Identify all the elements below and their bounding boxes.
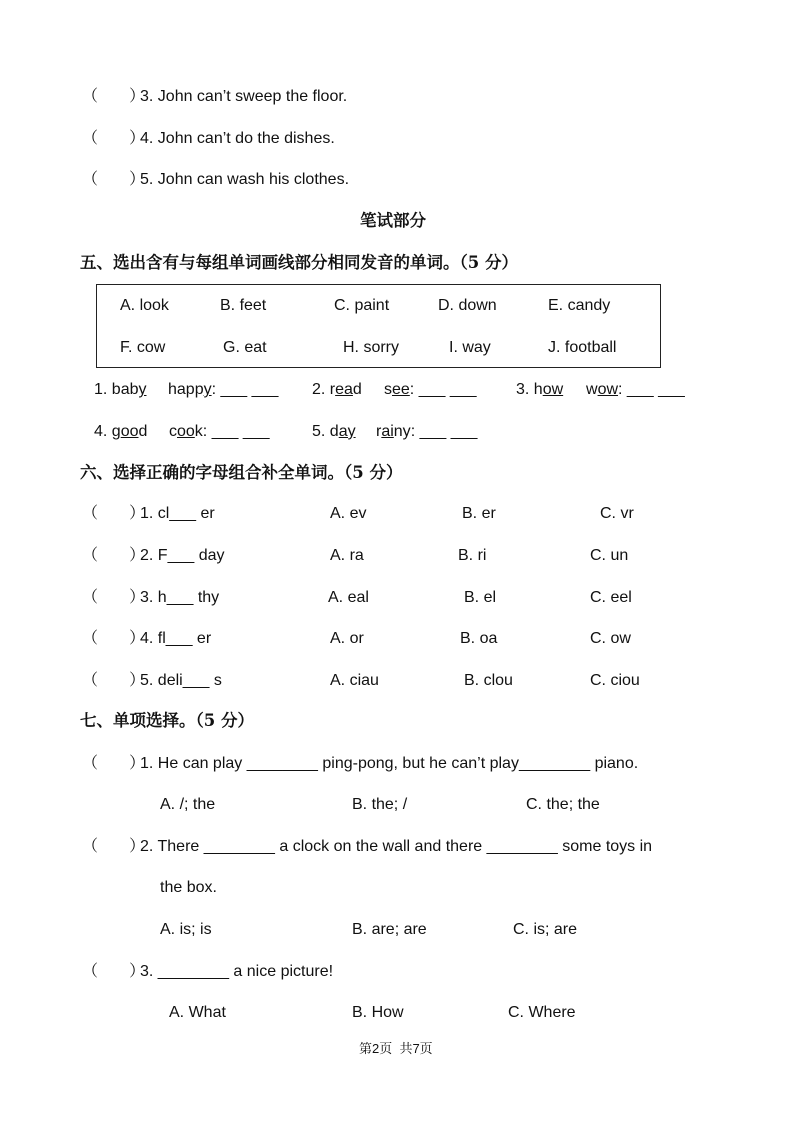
option-c: C. Where — [508, 1004, 576, 1021]
answer-paren[interactable]: （ ） — [82, 171, 146, 188]
option-b: B. ri — [458, 547, 487, 564]
answer-paren[interactable]: （ ） — [82, 589, 146, 606]
answer-paren[interactable]: （ ） — [82, 755, 146, 772]
question-text: 3. ________ a nice picture! — [140, 963, 334, 980]
answer-paren[interactable]: （ ） — [82, 963, 146, 980]
item-text: 4. John can’t do the dishes. — [140, 130, 335, 147]
box-word: B. feet — [220, 297, 267, 314]
option-a: A. is; is — [160, 921, 212, 938]
option-a: A. What — [169, 1004, 226, 1021]
option-a: A. /; the — [160, 796, 216, 813]
option-b: B. How — [352, 1004, 404, 1021]
box-word: I. way — [449, 339, 491, 356]
answer-paren[interactable]: （ ） — [82, 547, 146, 564]
question-text: 2. There ________ a clock on the wall and there ________ some toys in — [140, 838, 653, 855]
option-a: A. or — [330, 630, 364, 647]
option-b: B. clou — [464, 672, 513, 689]
question-text: 3. h___ thy — [140, 589, 220, 606]
option-c: C. ciou — [590, 672, 640, 689]
box-word: F. cow — [120, 339, 166, 356]
answer-blank[interactable]: ___ ___ — [418, 381, 477, 398]
question-text: 2. F___ day — [140, 547, 225, 564]
section5-q2-word2: see: ___ ___ — [384, 381, 477, 398]
question-text: 4. fl___ er — [140, 630, 212, 647]
answer-paren[interactable]: （ ） — [82, 505, 146, 522]
section5-q3: 3. how — [516, 381, 564, 398]
box-word: A. look — [120, 297, 169, 314]
section5-q5-word2: rainy: ___ ___ — [376, 423, 478, 440]
box-word: H. sorry — [343, 339, 399, 356]
option-c: C. un — [590, 547, 629, 564]
answer-blank[interactable]: ___ ___ — [211, 423, 270, 440]
option-c: C. eel — [590, 589, 632, 606]
question-text-cont: the box. — [160, 879, 217, 896]
section6-title: 六、选择正确的字母组合补全单词。（5 分） — [80, 463, 403, 482]
option-c: C. ow — [590, 630, 631, 647]
question-text: 1. cl___ er — [140, 505, 215, 522]
answer-blank[interactable]: ___ ___ — [626, 381, 685, 398]
option-b: B. el — [464, 589, 497, 606]
question-text: 5. deli___ s — [140, 672, 222, 689]
option-a: A. ciau — [330, 672, 379, 689]
question-text: 1. He can play ________ ping-pong, but he can’t play________ piano. — [140, 755, 639, 772]
option-b: B. the; / — [352, 796, 408, 813]
option-a: A. eal — [328, 589, 369, 606]
section5-q1-word2: happy: ___ ___ — [168, 381, 279, 398]
section5-q3-word2: wow: ___ ___ — [586, 381, 685, 398]
option-b: B. oa — [460, 630, 498, 647]
item-text: 5. John can wash his clothes. — [140, 171, 350, 188]
answer-paren[interactable]: （ ） — [82, 838, 146, 855]
section5-q1: 1. baby — [94, 381, 147, 398]
item-text: 3. John can’t sweep the floor. — [140, 88, 348, 105]
option-b: B. are; are — [352, 921, 427, 938]
option-a: A. ev — [330, 505, 367, 522]
answer-paren[interactable]: （ ） — [82, 672, 146, 689]
box-word: E. candy — [548, 297, 611, 314]
option-c: C. the; the — [526, 796, 600, 813]
answer-paren[interactable]: （ ） — [82, 130, 146, 147]
section5-q4: 4. good — [94, 423, 148, 440]
box-word: D. down — [438, 297, 497, 314]
answer-blank[interactable]: ___ ___ — [220, 381, 279, 398]
answer-blank[interactable]: ___ ___ — [419, 423, 478, 440]
box-word: C. paint — [334, 297, 390, 314]
option-b: B. er — [462, 505, 496, 522]
section5-q5: 5. day — [312, 423, 356, 440]
section5-q2: 2. read — [312, 381, 362, 398]
section5-q4-word2: cook: ___ ___ — [169, 423, 270, 440]
box-word: G. eat — [223, 339, 267, 356]
box-word: J. football — [548, 339, 617, 356]
option-a: A. ra — [330, 547, 364, 564]
written-part-title: 笔试部分 — [360, 211, 426, 230]
answer-paren[interactable]: （ ） — [82, 630, 146, 647]
answer-paren[interactable]: （ ） — [82, 88, 146, 105]
option-c: C. is; are — [513, 921, 578, 938]
section5-title: 五、选出含有与每组单词画线部分相同发音的单词。（5 分） — [80, 253, 518, 272]
section7-title: 七、单项选择。（5 分） — [80, 711, 254, 730]
option-c: C. vr — [600, 505, 634, 522]
page-footer: 第2页 共7页 — [359, 1041, 433, 1056]
